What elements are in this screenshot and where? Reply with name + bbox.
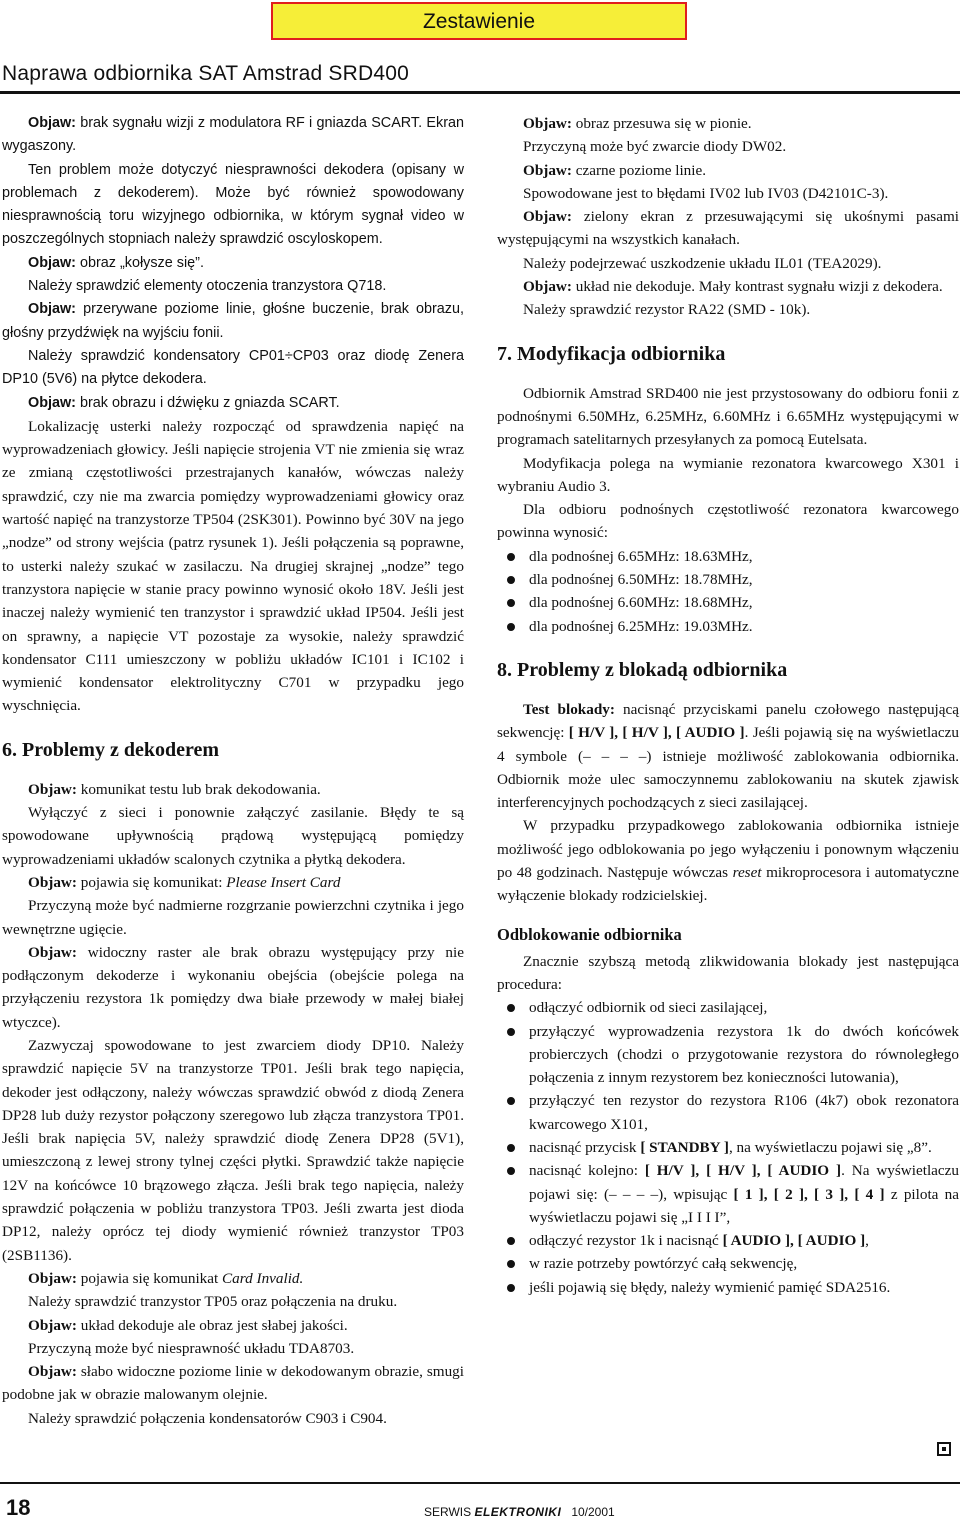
subsection-heading: Odblokowanie odbiornika: [497, 924, 682, 944]
symptom-text: komunikat testu lub brak dekodowania.: [76, 780, 321, 798]
symptom-label: Objaw:: [28, 1269, 77, 1287]
end-of-article-icon: [937, 1442, 951, 1456]
remedy-paragraph: Należy sprawdzić tranzystor TP05 oraz połączenia na druku.: [28, 1293, 398, 1311]
key-sequence: [ AUDIO ], [ AUDIO ]: [722, 1232, 866, 1250]
symptom-label: Objaw:: [28, 394, 76, 411]
symptom-paragraph: [2, 1314, 464, 1337]
list-item: przyłączyć wyprowadzenia rezystora 1k do dwóch końcówek probierczych (chodzi o przygotowanie rezystora do równoległego połączenia z innym rezystorem bez konieczności lutowania),: [529, 1020, 959, 1090]
symptom-text: brak sygnału wizji z modulatora RF i gniazda SCART. Ekran wygaszony.: [2, 115, 464, 155]
symptom-paragraph: [2, 298, 464, 345]
symptom-text: słabo widoczne poziome linie w dekodowanym obrazie, smugi podobne jak w obrazie malowanym olejnie.: [2, 1363, 464, 1404]
symptom-label: Objaw:: [28, 943, 77, 961]
body-text: mikroprocesora i automatyczne wyłączenie blokady rodzicielskiej.: [497, 864, 959, 905]
test-label: Test blokady:: [523, 700, 615, 718]
body-paragraph: [497, 698, 959, 814]
remedy-paragraph: Przyczyną może być zwarcie diody DW02.: [523, 138, 787, 156]
symptom-text: przerywane poziome linie, głośne buczenie, brak obrazu, głośny przydźwięk na wyjściu fonii.: [2, 301, 464, 341]
emphasis-text: reset: [732, 864, 762, 882]
item-text: , na wyświetlaczu pojawi się „8”.: [728, 1138, 932, 1156]
symptom-paragraph: [2, 871, 464, 894]
symptom-label: Objaw:: [523, 208, 572, 226]
list-item: dla podnośnej 6.25MHz: 19.03MHz.: [529, 615, 959, 638]
message-text: Card Invalid.: [222, 1269, 304, 1287]
message-text: Please Insert Card: [226, 873, 341, 891]
item-text: odłączyć rezystor 1k i nacisnąć: [529, 1232, 723, 1250]
remedy-paragraph: Lokalizację usterki należy rozpocząć od sprawdzenia napięć na wyprowadzeniach głowicy. Jeśli napięcie strojenia VT nie zmienia się wraz ze zmianą częstotliwości przestrajanych kanałów, wówczas należy sprawdzić, czy nie ma zwarcia pomiędzy wyprowadzeniami głowicy oraz wartość napięć na tranzystorze TP504 (2SK301). Powinno być 30V na jego „nodze” od strony wejścia (patrz rysunek 1). Jeśli połączenia są poprawne, to usterki należy szukać w zasilaczu. Na drugiej skrajnej „nodze” tego tranzystora napięcie w stanie pracy powinno wynosić około 18V. Jeśli jest inaczej należy wymienić ten tranzystor i sprawdzić układ IP504. Jeśli jest on sprawny, a napięcie VT pozostaje za wysokie, należy sprawdzić kondensator C111 umieszczony w pobliżu układów IC101 i IC102 i wymienić kondensator elektrolityczny C701 w przypadku jego wyschnięcia.: [2, 417, 464, 715]
symptom-text: czarne poziome linie.: [571, 161, 707, 179]
section-heading-8: 8. Problemy z blokadą odbiornika: [497, 658, 788, 681]
key-sequence: [ 1 ], [ 2 ], [ 3 ], [ 4 ]: [733, 1185, 885, 1203]
list-item: w razie potrzeby powtórzyć całą sekwencję,: [529, 1252, 959, 1275]
remedy-paragraph: Należy sprawdzić elementy otoczenia tranzystora Q718.: [28, 278, 387, 295]
running-header: Naprawa odbiornika SAT Amstrad SRD400: [2, 62, 409, 85]
list-item: [529, 1136, 959, 1159]
item-text: . Na wyświetlaczu pojawi się: (– – – –), wpisując: [529, 1162, 959, 1203]
list-item: jeśli pojawią się błędy, należy wymienić pamięć SDA2516.: [529, 1276, 959, 1299]
symptom-paragraph: [497, 205, 959, 252]
symptom-text: zielony ekran z przesuwającymi się ukośnymi pasami występującymi na wszystkich kanałach.: [497, 208, 959, 249]
remedy-paragraph: Przyczyną może być niesprawność układu TDA8703.: [28, 1339, 355, 1357]
body-paragraph: Odbiornik Amstrad SRD400 nie jest przystosowany do odbioru fonii z podnośnymi 6.50MHz, 6.25MHz, 6.60MHz i 6.65MHz występującymi w programach satelitarnych przesyłanych za pomocą Eutelsata.: [497, 384, 959, 449]
item-text: nacisnąć kolejno:: [529, 1162, 645, 1180]
key-sequence: [ STANDBY ]: [640, 1138, 729, 1156]
list-item: przyłączyć ten rezystor do rezystora R106 (4k7) obok rezonatora kwarcowego X101,: [529, 1089, 959, 1136]
remedy-paragraph: Ten problem może dotyczyć niesprawności dekodera (opisany w problemach z dekoderem). Może być również spowodowany niesprawnością toru wizyjnego odbiornika, w którym sygnał video w poszczególnych stopniach należy sprawdzić oscyloskopem.: [2, 161, 464, 248]
key-sequence: [ H/V ], [ H/V ], [ AUDIO ]: [568, 724, 745, 742]
list-item: odłączyć odbiornik od sieci zasilającej,: [529, 996, 959, 1019]
symptom-text: pojawia się komunikat: [76, 1269, 223, 1287]
symptom-text: pojawia się komunikat:: [76, 873, 227, 891]
symptom-paragraph: [2, 1267, 464, 1290]
header-rule: [0, 91, 960, 94]
footer-rule: [0, 1482, 960, 1484]
frequency-list: [497, 545, 959, 638]
list-item: dla podnośnej 6.60MHz: 18.68MHz,: [529, 591, 959, 614]
remedy-paragraph: Zazwyczaj spowodowane to jest zwarciem diody DP10. Należy sprawdzić napięcie 5V na tranzystorze TP01. Jeśli brak tego napięcia, dekoder jest odłączony, należy wówczas sprawdzić obwód z diodą Zenera DP28 lub duży rezystor połączony szeregowo lub złącza tranzystora TP01. Jeśli brak napięcia 5V, należy sprawdzić diodę Zenera DP28 (5V1), umieszczoną z lewej strony tylnej części płytki. Sprawdzić także napięcie 12V na końcówce 10 brązowego złącza. Jeśli brak tego napięcia, należy sprawdzić połączenia w pobliżu tranzystora TP03. Jeśli zwarta jest dioda DP12, należy oprócz tej diody wymienić również tranzystor TP03 (2SB1136).: [2, 1036, 464, 1264]
symptom-text: obraz przesuwa się w pionie.: [571, 115, 752, 132]
remedy-paragraph: Należy sprawdzić połączenia kondensatorów C903 i C904.: [28, 1409, 387, 1427]
symptom-text: obraz „kołysze się”.: [75, 254, 204, 271]
symptom-paragraph: [2, 252, 464, 275]
symptom-paragraph: [2, 778, 464, 801]
body-paragraph: Dla odbioru podnośnych częstotliwość rezonatora kwarcowego powinna wynosić:: [497, 501, 959, 542]
symptom-label: Objaw:: [28, 254, 76, 271]
item-text: ,: [865, 1232, 869, 1250]
list-item: [529, 1229, 959, 1252]
section-heading-6: 6. Problemy z dekoderem: [2, 738, 220, 761]
symptom-text: brak obrazu i dźwięku z gniazda SCART.: [75, 394, 340, 411]
body-paragraph: Znacznie szybszą metodą zlikwidowania blokady jest następująca procedura:: [497, 952, 959, 993]
magazine-prefix: SERWIS: [424, 1505, 475, 1519]
left-column: [2, 112, 464, 1430]
symptom-text: widoczny raster ale brak obrazu występujący przy nie podłączonym dekoderze i wykonaniu obejścia (obejście polega na przyłączeniu rezystora 1k pomiędzy dwa białe przewody w małej białej wtyczce).: [2, 943, 464, 1031]
item-text: z pilota na wyświetlaczu pojawi się „I I I I”,: [529, 1185, 959, 1226]
magazine-footer: [424, 1505, 615, 1519]
remedy-paragraph: Spowodowane jest to błędami IV02 lub IV03 (D42101C-3).: [523, 184, 889, 202]
list-item: dla podnośnej 6.65MHz: 18.63MHz,: [529, 545, 959, 568]
remedy-paragraph: Wyłączyć z sieci i ponownie załączyć zasilanie. Błędy te są spowodowane upływnością prądową występującą pomiędzy wyprowadzeniami układów scalonych czytnika a płytką dekodera.: [2, 804, 464, 868]
body-paragraph: [497, 814, 959, 907]
list-item: [529, 1159, 959, 1229]
symptom-label: Objaw:: [28, 780, 77, 798]
section-heading-7: 7. Modyfikacja odbiornika: [497, 342, 726, 365]
issue-number: 10/2001: [571, 1505, 615, 1519]
body-text: . Jeśli pojawią się na wyświetlaczu 4 symbole (– – – –) istnieje możliwość zablokowania odbiornika. Odbiornik może ulec samoczynnemu zablokowaniu na skutek zjawisk interferencyjnych pochodzących z sieci zasilającej.: [497, 724, 959, 812]
symptom-label: Objaw:: [523, 115, 572, 132]
list-item: dla podnośnej 6.50MHz: 18.78MHz,: [529, 568, 959, 591]
symptom-paragraph: [2, 112, 464, 159]
symptom-paragraph: [497, 112, 959, 135]
body-text: nacisnąć przyciskami panelu czołowego następującą sekwencję:: [497, 700, 960, 742]
body-paragraph: Modyfikacja polega na wymianie rezonatora kwarcowego X301 i wybraniu Audio 3.: [497, 454, 959, 495]
remedy-paragraph: Należy sprawdzić rezystor RA22 (SMD - 10k).: [523, 301, 811, 319]
procedure-list: [497, 996, 959, 1299]
remedy-paragraph: Przyczyną może być nadmierne rozgrzanie powierzchni czytnika i jego wewnętrzne ugięcie.: [2, 897, 464, 938]
item-text: nacisnąć przycisk: [529, 1138, 641, 1156]
page-number: 18: [6, 1495, 31, 1520]
symptom-label: Objaw:: [28, 115, 76, 131]
symptom-paragraph: [497, 275, 959, 298]
symptom-paragraph: [2, 1360, 464, 1407]
symptom-text: układ dekoduje ale obraz jest słabej jakości.: [76, 1316, 348, 1334]
body-text: W przypadku przypadkowego zablokowania odbiornika istnieje możliwość jego odblokowania po jego wyłączeniu i ponownym włączeniu po 48 godzinach. Następuje wówczas: [497, 817, 959, 882]
remedy-paragraph: Należy podejrzewać uszkodzenie układu IL01 (TEA2029).: [523, 254, 882, 272]
right-column: [497, 112, 959, 1299]
symptom-label: Objaw:: [28, 301, 76, 318]
symptom-label: Objaw:: [28, 1363, 77, 1381]
symptom-label: Objaw:: [28, 1316, 77, 1334]
symptom-label: Objaw:: [523, 278, 572, 296]
magazine-brand: ELEKTRONIKI: [474, 1505, 562, 1519]
symptom-paragraph: [497, 159, 959, 182]
symptom-label: Objaw:: [523, 161, 572, 179]
section-tag: Zestawienie: [271, 2, 687, 40]
symptom-text: układ nie dekoduje. Mały kontrast sygnału wizji z dekodera.: [571, 278, 943, 296]
key-sequence: [ H/V ], [ H/V ], [ AUDIO ]: [644, 1162, 842, 1180]
symptom-label: Objaw:: [28, 873, 77, 891]
symptom-paragraph: [2, 392, 464, 415]
remedy-paragraph: Należy sprawdzić kondensatory CP01÷CP03 oraz diodę Zenera DP10 (5V6) na płytce dekodera.: [2, 347, 464, 388]
symptom-paragraph: [2, 941, 464, 1034]
